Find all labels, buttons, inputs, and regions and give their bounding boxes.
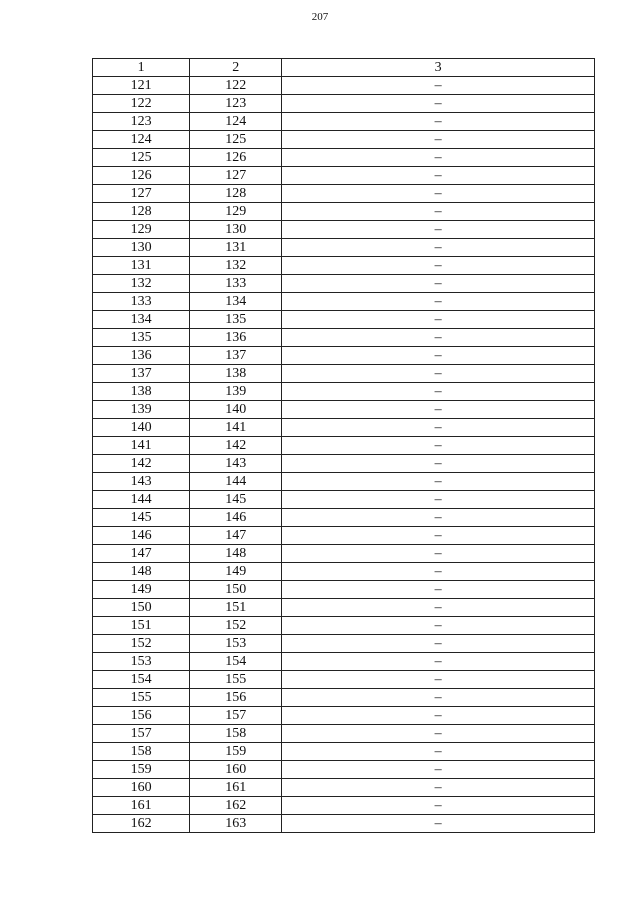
table-cell-col-1: 128 [93, 203, 190, 221]
table-cell-col-2: 127 [190, 167, 282, 185]
table-cell-col-3: – [282, 473, 595, 491]
table-cell-col-2: 124 [190, 113, 282, 131]
table-cell-col-2: 134 [190, 293, 282, 311]
table-cell-col-1: 157 [93, 725, 190, 743]
table-cell-col-2: 156 [190, 689, 282, 707]
table-row [93, 275, 595, 293]
column-header-1: 1 [93, 59, 190, 77]
table-row [93, 437, 595, 455]
data-table [92, 58, 595, 833]
table-row [93, 707, 595, 725]
table-cell-col-2: 158 [190, 725, 282, 743]
table-cell-col-3: – [282, 635, 595, 653]
table-row [93, 509, 595, 527]
table-row [93, 347, 595, 365]
table-cell-col-1: 143 [93, 473, 190, 491]
table-cell-col-1: 151 [93, 617, 190, 635]
table-cell-col-1: 138 [93, 383, 190, 401]
table-cell-col-1: 124 [93, 131, 190, 149]
table-cell-col-3: – [282, 77, 595, 95]
table-cell-col-1: 152 [93, 635, 190, 653]
table-cell-col-3: – [282, 509, 595, 527]
table-cell-col-1: 150 [93, 599, 190, 617]
table-cell-col-3: – [282, 167, 595, 185]
table-cell-col-1: 136 [93, 347, 190, 365]
table-cell-col-2: 152 [190, 617, 282, 635]
table-cell-col-3: – [282, 437, 595, 455]
table-cell-col-2: 144 [190, 473, 282, 491]
table-cell-col-3: – [282, 689, 595, 707]
table-cell-col-2: 145 [190, 491, 282, 509]
table-cell-col-2: 150 [190, 581, 282, 599]
table-cell-col-3: – [282, 401, 595, 419]
table-row [93, 95, 595, 113]
table-row [93, 185, 595, 203]
table-row [93, 455, 595, 473]
table-cell-col-2: 131 [190, 239, 282, 257]
table-row [93, 689, 595, 707]
table-cell-col-3: – [282, 293, 595, 311]
table-cell-col-2: 130 [190, 221, 282, 239]
table-row [93, 77, 595, 95]
table-cell-col-3: – [282, 239, 595, 257]
table-row [93, 779, 595, 797]
table-cell-col-2: 153 [190, 635, 282, 653]
table-row [93, 725, 595, 743]
table-cell-col-2: 160 [190, 761, 282, 779]
table-cell-col-2: 138 [190, 365, 282, 383]
table-cell-col-3: – [282, 563, 595, 581]
table-cell-col-2: 132 [190, 257, 282, 275]
table-cell-col-3: – [282, 599, 595, 617]
table-cell-col-3: – [282, 365, 595, 383]
table-cell-col-2: 147 [190, 527, 282, 545]
table-cell-col-1: 126 [93, 167, 190, 185]
table-cell-col-1: 132 [93, 275, 190, 293]
table-cell-col-1: 162 [93, 815, 190, 833]
table-cell-col-2: 126 [190, 149, 282, 167]
table-cell-col-2: 142 [190, 437, 282, 455]
table-row [93, 419, 595, 437]
table-cell-col-3: – [282, 671, 595, 689]
table-cell-col-3: – [282, 329, 595, 347]
table-cell-col-1: 130 [93, 239, 190, 257]
table-row [93, 383, 595, 401]
table-row [93, 527, 595, 545]
table-cell-col-2: 125 [190, 131, 282, 149]
table-row [93, 653, 595, 671]
table-cell-col-1: 160 [93, 779, 190, 797]
table-cell-col-3: – [282, 725, 595, 743]
table-cell-col-2: 122 [190, 77, 282, 95]
table-cell-col-1: 145 [93, 509, 190, 527]
table-cell-col-1: 148 [93, 563, 190, 581]
table-cell-col-2: 146 [190, 509, 282, 527]
table-cell-col-2: 159 [190, 743, 282, 761]
table-cell-col-1: 137 [93, 365, 190, 383]
table-cell-col-1: 149 [93, 581, 190, 599]
table-cell-col-1: 155 [93, 689, 190, 707]
table-cell-col-1: 125 [93, 149, 190, 167]
table-cell-col-3: – [282, 95, 595, 113]
table-row [93, 599, 595, 617]
table-cell-col-3: – [282, 815, 595, 833]
table-cell-col-1: 121 [93, 77, 190, 95]
table-cell-col-1: 153 [93, 653, 190, 671]
table-cell-col-1: 131 [93, 257, 190, 275]
table-cell-col-2: 140 [190, 401, 282, 419]
table-cell-col-3: – [282, 797, 595, 815]
table-cell-col-1: 141 [93, 437, 190, 455]
table-row [93, 311, 595, 329]
table-cell-col-2: 162 [190, 797, 282, 815]
table-cell-col-3: – [282, 203, 595, 221]
table-cell-col-2: 148 [190, 545, 282, 563]
table-cell-col-2: 139 [190, 383, 282, 401]
table-cell-col-3: – [282, 131, 595, 149]
table-cell-col-2: 137 [190, 347, 282, 365]
table-cell-col-2: 151 [190, 599, 282, 617]
table-cell-col-3: – [282, 617, 595, 635]
table-cell-col-2: 129 [190, 203, 282, 221]
table-cell-col-2: 155 [190, 671, 282, 689]
table-cell-col-3: – [282, 383, 595, 401]
table-cell-col-3: – [282, 257, 595, 275]
table-cell-col-3: – [282, 455, 595, 473]
table-row [93, 743, 595, 761]
table-row [93, 329, 595, 347]
table-cell-col-2: 163 [190, 815, 282, 833]
table-row [93, 203, 595, 221]
table-cell-col-3: – [282, 653, 595, 671]
table-row [93, 401, 595, 419]
table-row [93, 671, 595, 689]
table-cell-col-1: 146 [93, 527, 190, 545]
table-cell-col-2: 136 [190, 329, 282, 347]
table-cell-col-1: 129 [93, 221, 190, 239]
table-cell-col-3: – [282, 311, 595, 329]
column-header-2: 2 [190, 59, 282, 77]
table-cell-col-1: 134 [93, 311, 190, 329]
table-cell-col-2: 154 [190, 653, 282, 671]
table-cell-col-1: 159 [93, 761, 190, 779]
table-cell-col-2: 157 [190, 707, 282, 725]
table-row [93, 473, 595, 491]
table-cell-col-3: – [282, 419, 595, 437]
table-cell-col-2: 143 [190, 455, 282, 473]
table-cell-col-3: – [282, 185, 595, 203]
table-cell-col-1: 122 [93, 95, 190, 113]
page-number: 207 [311, 11, 329, 23]
table-row [93, 491, 595, 509]
table-row [93, 221, 595, 239]
table-cell-col-3: – [282, 347, 595, 365]
table-cell-col-3: – [282, 221, 595, 239]
table-cell-col-1: 161 [93, 797, 190, 815]
table-header-row [93, 59, 595, 77]
table-cell-col-1: 156 [93, 707, 190, 725]
table-row [93, 131, 595, 149]
table-row [93, 545, 595, 563]
table-cell-col-3: – [282, 275, 595, 293]
table-cell-col-1: 144 [93, 491, 190, 509]
table-cell-col-2: 161 [190, 779, 282, 797]
table-cell-col-3: – [282, 527, 595, 545]
table-row [93, 797, 595, 815]
table-cell-col-2: 128 [190, 185, 282, 203]
table-cell-col-3: – [282, 707, 595, 725]
table-row [93, 239, 595, 257]
table-cell-col-3: – [282, 491, 595, 509]
table-cell-col-1: 154 [93, 671, 190, 689]
table-cell-col-3: – [282, 743, 595, 761]
table-row [93, 617, 595, 635]
table-cell-col-1: 147 [93, 545, 190, 563]
table-row [93, 293, 595, 311]
table-cell-col-3: – [282, 761, 595, 779]
table-row [93, 815, 595, 833]
table-row [93, 581, 595, 599]
table-cell-col-1: 139 [93, 401, 190, 419]
table-cell-col-1: 123 [93, 113, 190, 131]
table-cell-col-2: 133 [190, 275, 282, 293]
table-body [93, 77, 595, 833]
table-row [93, 167, 595, 185]
table-cell-col-2: 141 [190, 419, 282, 437]
column-header-3: 3 [282, 59, 595, 77]
table-cell-col-2: 123 [190, 95, 282, 113]
table-cell-col-2: 149 [190, 563, 282, 581]
table-cell-col-1: 135 [93, 329, 190, 347]
table-cell-col-2: 135 [190, 311, 282, 329]
table-row [93, 365, 595, 383]
table-cell-col-3: – [282, 149, 595, 167]
table-cell-col-1: 133 [93, 293, 190, 311]
table-row [93, 761, 595, 779]
table-row [93, 635, 595, 653]
table-cell-col-1: 140 [93, 419, 190, 437]
table-cell-col-1: 158 [93, 743, 190, 761]
table-cell-col-3: – [282, 779, 595, 797]
table-row [93, 563, 595, 581]
table-row [93, 113, 595, 131]
table-row [93, 257, 595, 275]
table-cell-col-3: – [282, 581, 595, 599]
table-cell-col-1: 127 [93, 185, 190, 203]
table-row [93, 149, 595, 167]
table-cell-col-1: 142 [93, 455, 190, 473]
table-cell-col-3: – [282, 545, 595, 563]
table-cell-col-3: – [282, 113, 595, 131]
